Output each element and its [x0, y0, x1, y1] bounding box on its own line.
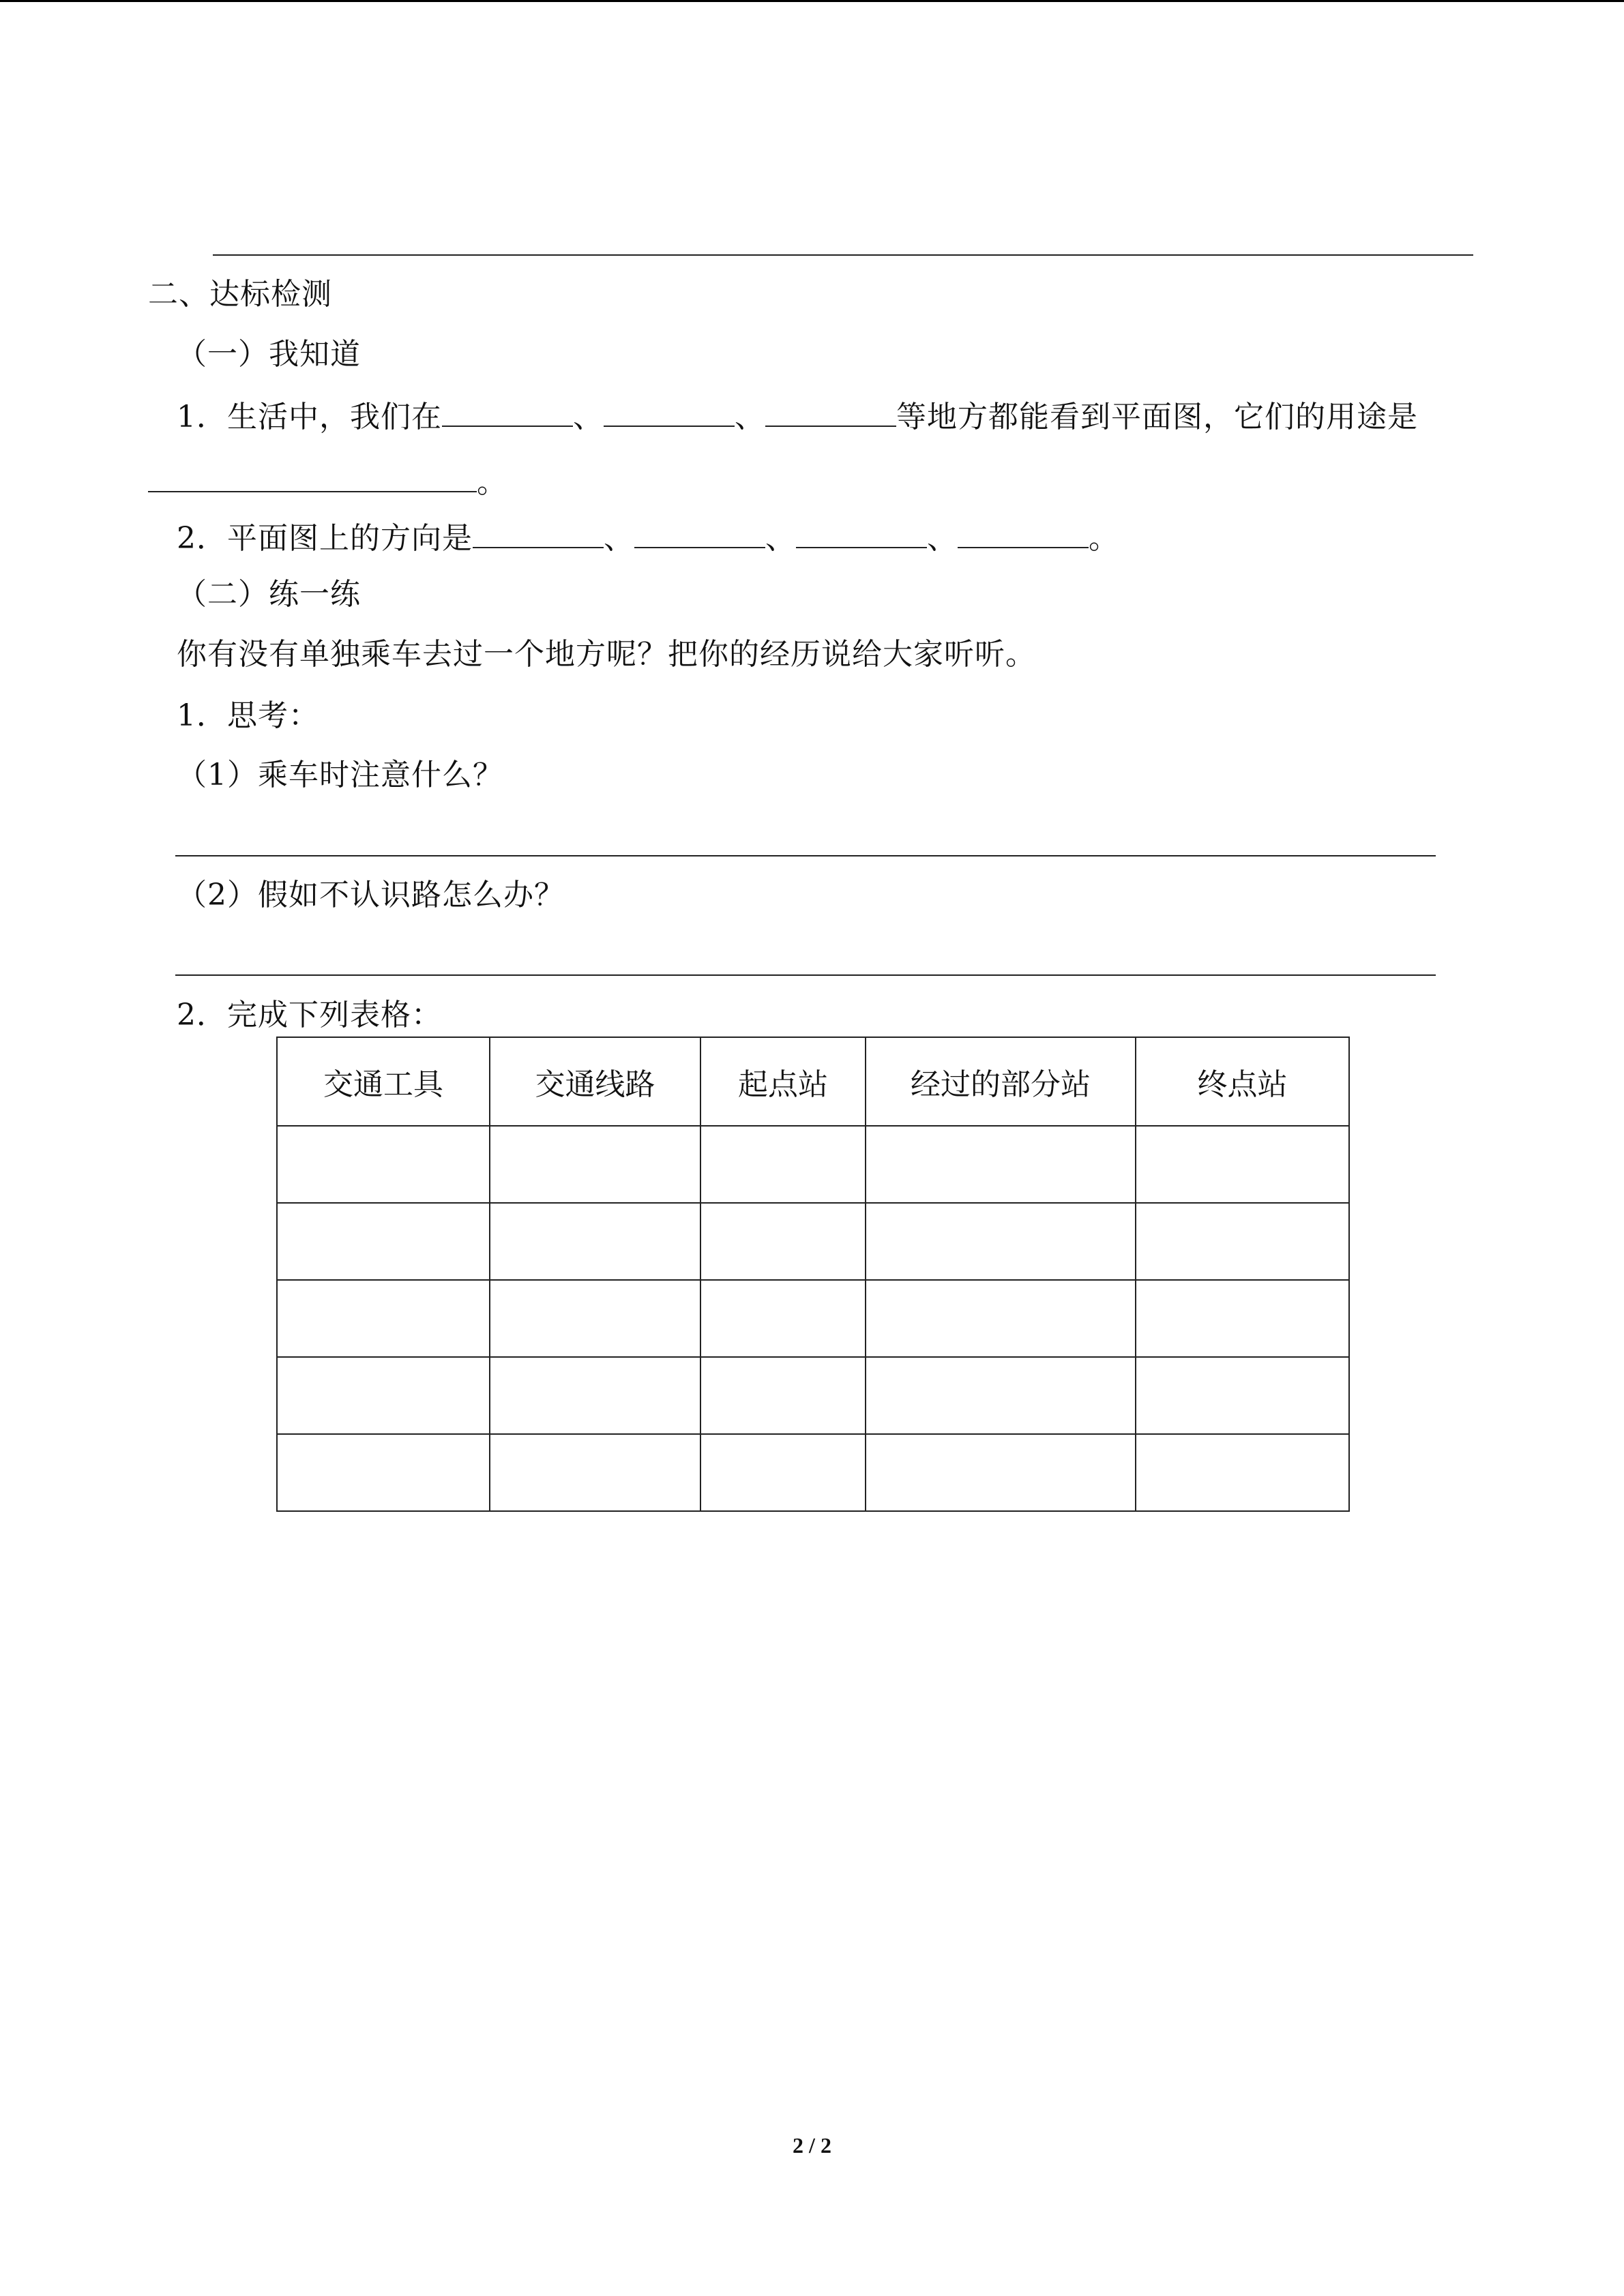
table-cell[interactable]: [1136, 1357, 1349, 1434]
table-cell[interactable]: [277, 1126, 490, 1203]
question-1-end: 。: [477, 465, 507, 500]
table-cell[interactable]: [490, 1126, 700, 1203]
section-title: 二、达标检测: [148, 277, 332, 312]
table-row: [277, 1357, 1349, 1434]
table-cell[interactable]: [490, 1280, 700, 1357]
table-cell[interactable]: [866, 1280, 1136, 1357]
blank-place-2[interactable]: [604, 396, 735, 427]
table-cell[interactable]: [866, 1434, 1136, 1511]
think-question-2: （2）假如不认识路怎么办？: [177, 878, 565, 912]
think-title: 1．思考：: [177, 698, 319, 733]
table-row: [277, 1126, 1349, 1203]
header-start-station: 起点站: [700, 1037, 866, 1126]
table-cell[interactable]: [490, 1357, 700, 1434]
blank-direction-3[interactable]: [796, 517, 927, 548]
table-cell[interactable]: [277, 1280, 490, 1357]
answer-line-1[interactable]: [175, 855, 1436, 856]
table-row: [277, 1434, 1349, 1511]
table-cell[interactable]: [277, 1434, 490, 1511]
transport-table: [276, 1037, 1350, 1512]
question-2-sep: 、: [765, 521, 796, 556]
question-1-sep: 、: [735, 400, 765, 434]
question-1-sep: 、: [573, 400, 604, 434]
table-title: 2．完成下列表格：: [177, 998, 442, 1032]
table-cell[interactable]: [700, 1434, 866, 1511]
table-cell[interactable]: [700, 1203, 866, 1280]
question-1-lead: 1．生活中，我们在: [177, 400, 442, 434]
blank-direction-4[interactable]: [958, 517, 1089, 548]
table-cell[interactable]: [866, 1126, 1136, 1203]
part2-intro: 你有没有单独乘车去过一个地方呢？把你的经历说给大家听听。: [177, 637, 1036, 672]
page-number: 2 / 2: [793, 2133, 831, 2158]
table-header-row: [277, 1037, 1349, 1126]
table-row: [277, 1280, 1349, 1357]
question-2-sep: 、: [927, 521, 958, 556]
blank-direction-1[interactable]: [473, 517, 604, 548]
part2-title: （二）练一练: [177, 577, 361, 612]
question-2-end: 。: [1089, 521, 1119, 556]
table-row: [277, 1203, 1349, 1280]
header-stops-passed: 经过的部分站: [866, 1037, 1136, 1126]
table-cell[interactable]: [700, 1280, 866, 1357]
header-end-station: 终点站: [1136, 1037, 1349, 1126]
answer-line-previous: [213, 254, 1473, 256]
question-1: [177, 396, 1418, 436]
table-cell[interactable]: [277, 1357, 490, 1434]
think-question-1: （1）乘车时注意什么？: [177, 758, 503, 792]
table-cell[interactable]: [866, 1357, 1136, 1434]
table-cell[interactable]: [1136, 1280, 1349, 1357]
question-2-sep: 、: [604, 521, 634, 556]
table-cell[interactable]: [866, 1203, 1136, 1280]
table-cell[interactable]: [1136, 1126, 1349, 1203]
blank-place-3[interactable]: [765, 396, 896, 427]
blank-place-1[interactable]: [442, 396, 573, 427]
question-1-tail: 等地方都能看到平面图，它们的用途是: [896, 400, 1418, 434]
header-vehicle: 交通工具: [277, 1037, 490, 1126]
blank-direction-2[interactable]: [634, 517, 765, 548]
answer-line-2[interactable]: [175, 974, 1436, 976]
blank-purpose[interactable]: [148, 461, 477, 492]
question-2: [177, 517, 1119, 558]
table-cell[interactable]: [700, 1357, 866, 1434]
table-cell[interactable]: [1136, 1434, 1349, 1511]
table-cell[interactable]: [277, 1203, 490, 1280]
question-1-continued: [148, 461, 507, 502]
part1-title: （一）我知道: [177, 337, 361, 372]
table-cell[interactable]: [490, 1434, 700, 1511]
table-cell[interactable]: [700, 1126, 866, 1203]
table-cell[interactable]: [490, 1203, 700, 1280]
question-2-lead: 2．平面图上的方向是: [177, 521, 473, 556]
table-cell[interactable]: [1136, 1203, 1349, 1280]
page-top-border: [0, 0, 1624, 2]
header-route: 交通线路: [490, 1037, 700, 1126]
